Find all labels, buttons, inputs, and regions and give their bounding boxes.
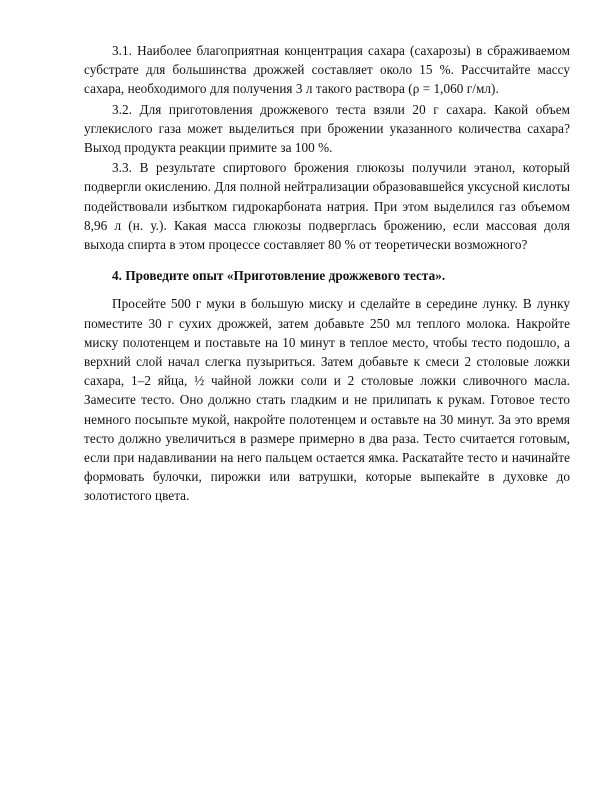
experiment-instructions: Просейте 500 г муки в большую миску и сделайте в середине лунку. В лунку поместите 30 г сухих дрожжей, затем добавьте 250 мл теплого молока. Накройте миску полотенцем и поставьте на 10 минут в теплое место, чтобы тесто подошло, а верхний слой начал слегка пузыриться. Затем добавьте к смеси 2 столовые ложки сахара, 1–2 яйца, ½ чайной ложки соли и 2 столовые ложки сливочного масла. Замесите тесто. Оно должно стать гладким и не прилипать к рукам. Готовое тесто немного посыпьте мукой, накройте полотенцем и оставьте на 30 минут. За это время тесто должно увеличиться в размере примерно в два раза. Тесто считается готовым, если при надавливании на него пальцем остается ямка. Раскатайте тесто и начинайте формовать булочки, пирожки или ватрушки, которые выпекайте в духовке до золотистого цвета. <box>84 296 570 504</box>
task-3-2: 3.2. Для приготовления дрожжевого теста взяли 20 г сахара. Какой объем углекислого газа может выделиться при брожении указанного количества сахара? Выход продукта реакции примите за 100 %. <box>84 101 570 156</box>
task-3-3: 3.3. В результате спиртового брожения глюкозы получили этанол, который подвергли окислению. Для полной нейтрализации образовавшейся уксусной кислоты подействовали избытком гидрокарбоната натрия. При этом выделился газ объемом 8,96 л (н. у.). Какая масса глюкозы подверглась брожению, если массовая доля выхода спирта в этом процессе составляет 80 % от теоретически возможного? <box>84 160 570 253</box>
experiment-heading: 4. Проведите опыт «Приготовление дрожжевого теста». <box>112 268 446 284</box>
task-3-1: 3.1. Наиболее благоприятная концентрация сахара (сахарозы) в сбраживаемом субстрате для большинства дрожжей составляет около 15 %. Рассчитайте массу сахара, необходимого для получения 3 л такого раствора (ρ = 1,060 г/мл). <box>84 43 570 97</box>
document-content <box>84 41 570 506</box>
